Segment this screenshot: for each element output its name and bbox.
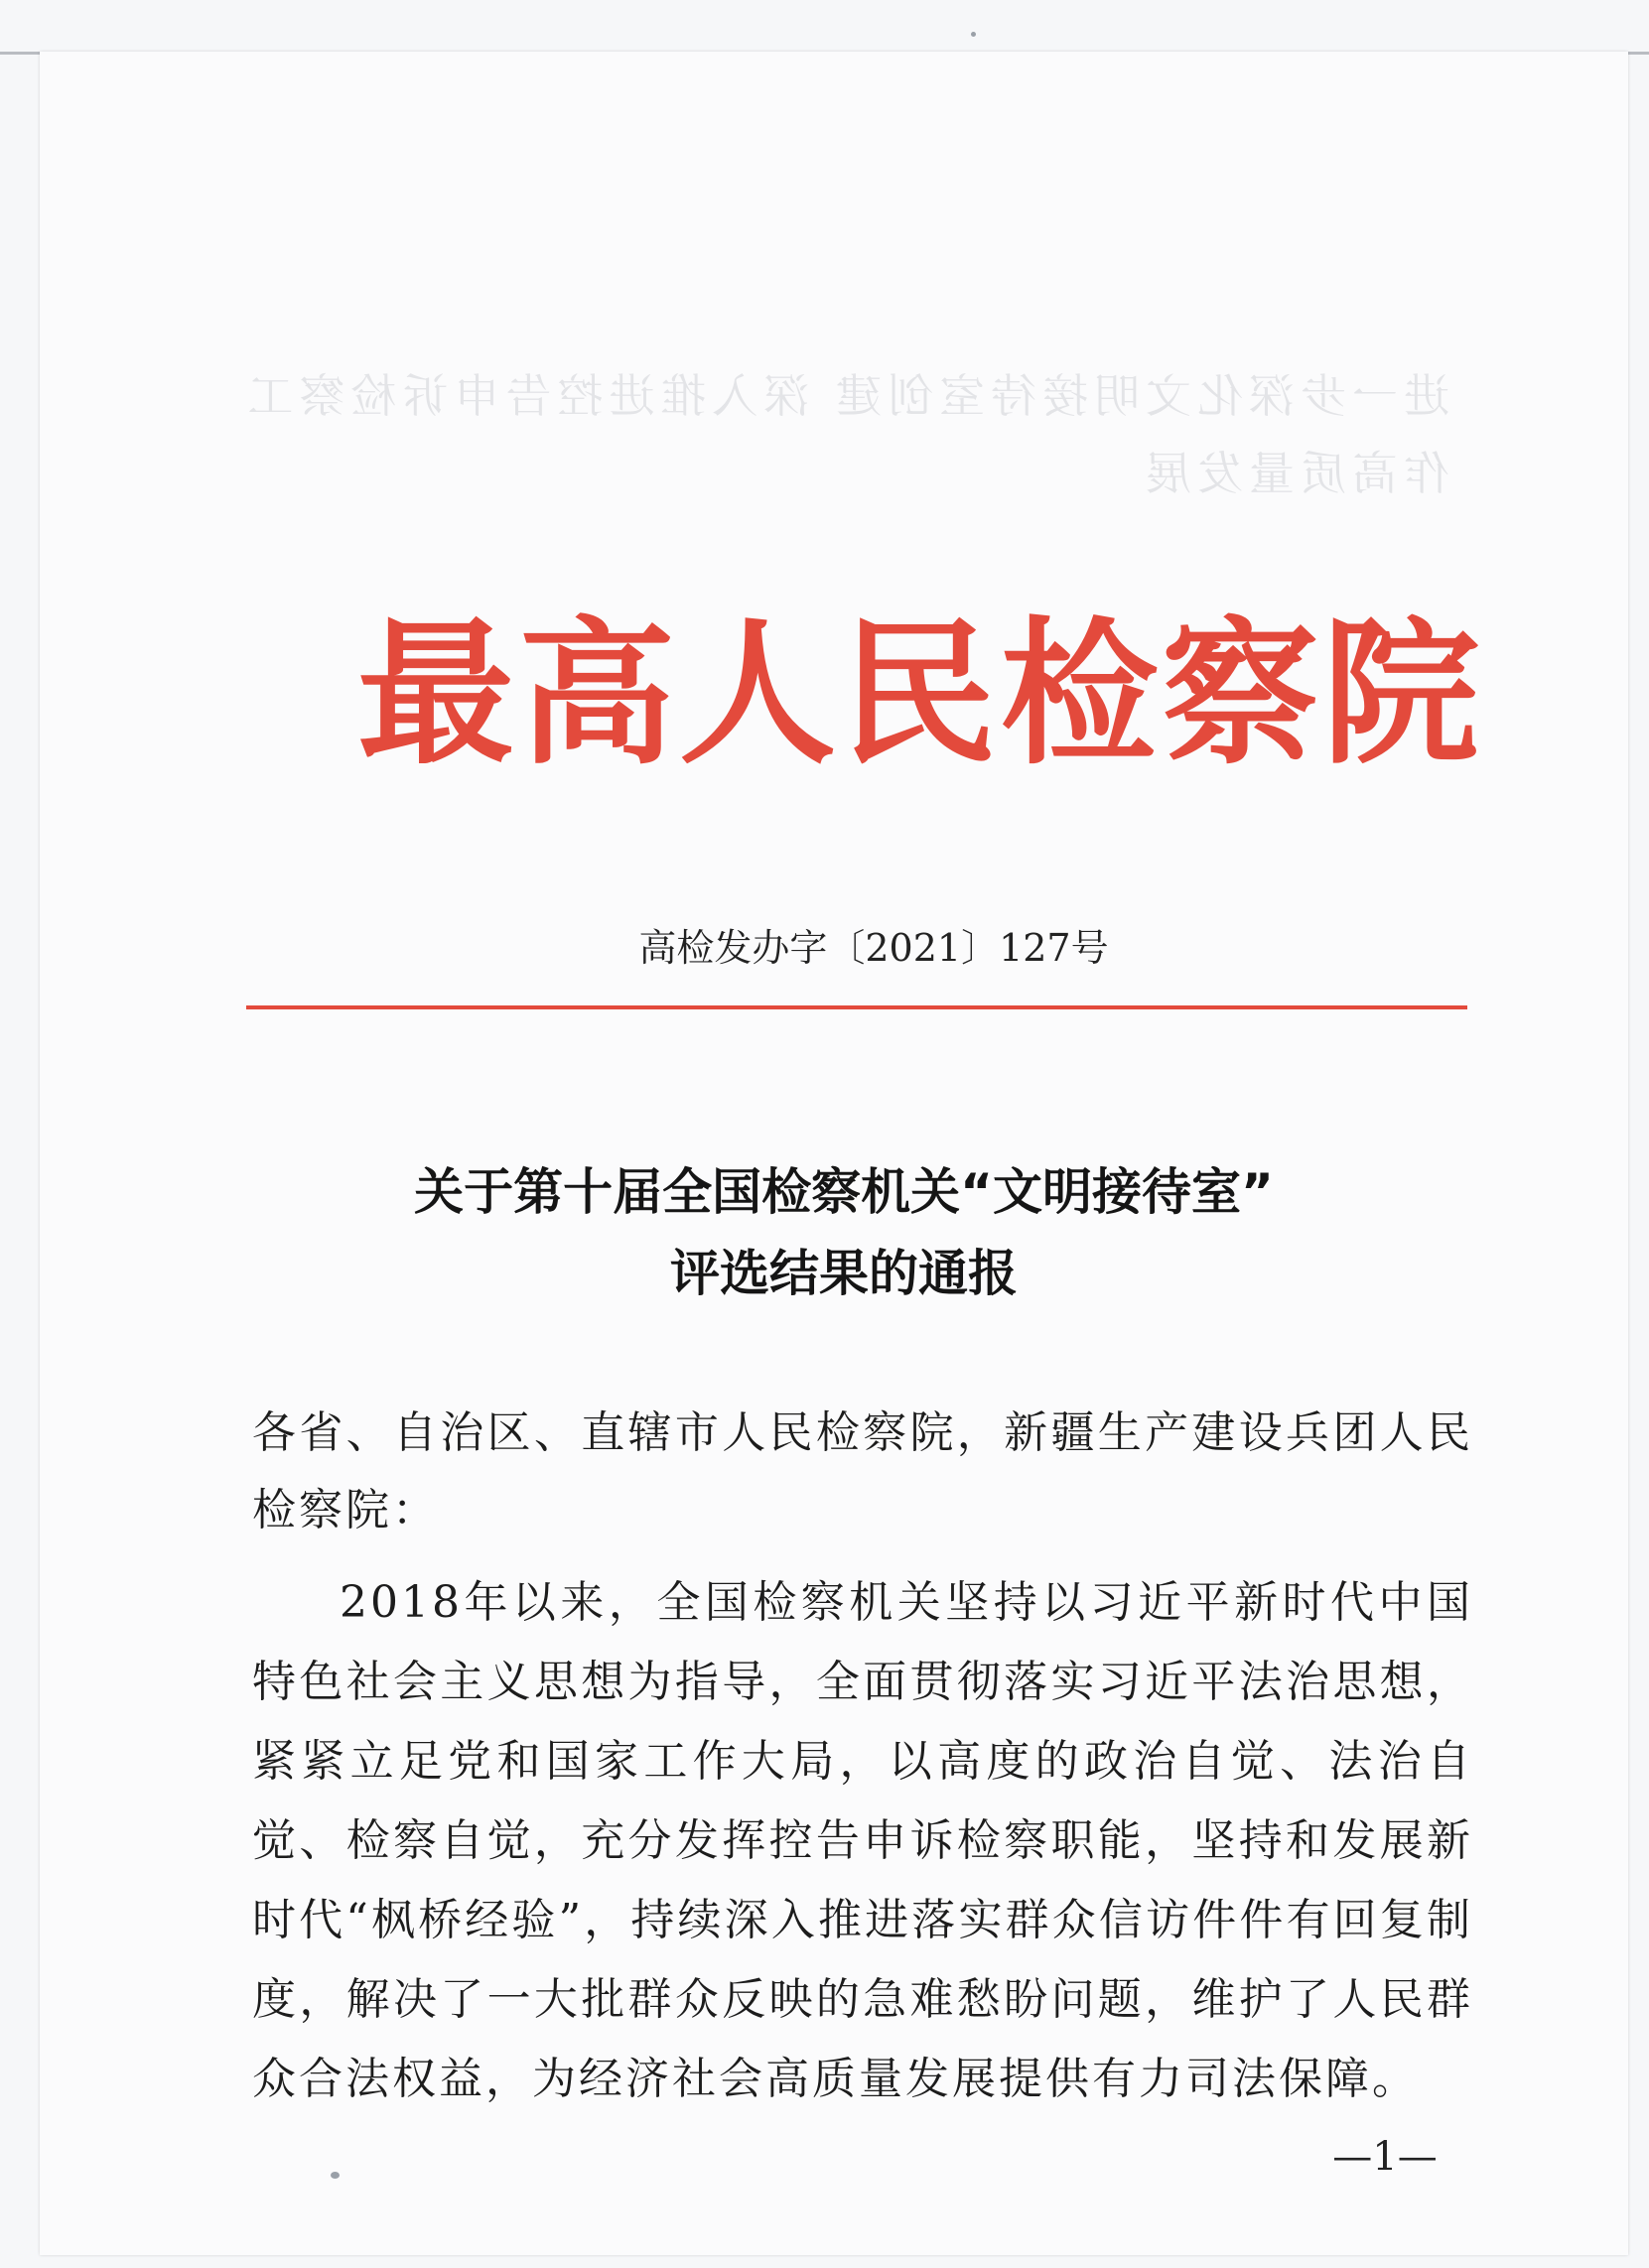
red-header-rule xyxy=(246,1005,1467,1009)
title-line-1: 关于第十届全国检察机关“文明接待室” xyxy=(414,1163,1274,1221)
document-number: 高检发办字〔2021〕127号 xyxy=(638,926,1109,970)
title-line-2: 评选结果的通报 xyxy=(670,1245,1018,1302)
page-number: —1— xyxy=(1332,2134,1438,2180)
document-title xyxy=(298,1151,1390,1314)
issuer-header: 最高人民检察院 xyxy=(357,603,1483,786)
body-paragraph-1: 2018年以来，全国检察机关坚持以习近平新时代中国特色社会主义思想为指导，全面贯彻落实习近平法治思想，紧紧立足党和国家工作大局，以高度的政治自觉、法治自觉、检察自觉，充分发挥控告申诉检察职能，坚持和发展新时代“枫桥经验”，持续深入推进落实群众信访件件有回复制度，解决了一大批群众反映的急难愁盼问题，维护了人民群众合法权益，为经济社会高质量发展提供有力司法保障。 xyxy=(252,1577,1473,2104)
scan-speck xyxy=(331,2172,340,2179)
scan-speck xyxy=(971,32,976,37)
addressee: 各省、自治区、直辖市人民检察院，新疆生产建设兵团人民检察院： xyxy=(252,1407,1473,1535)
